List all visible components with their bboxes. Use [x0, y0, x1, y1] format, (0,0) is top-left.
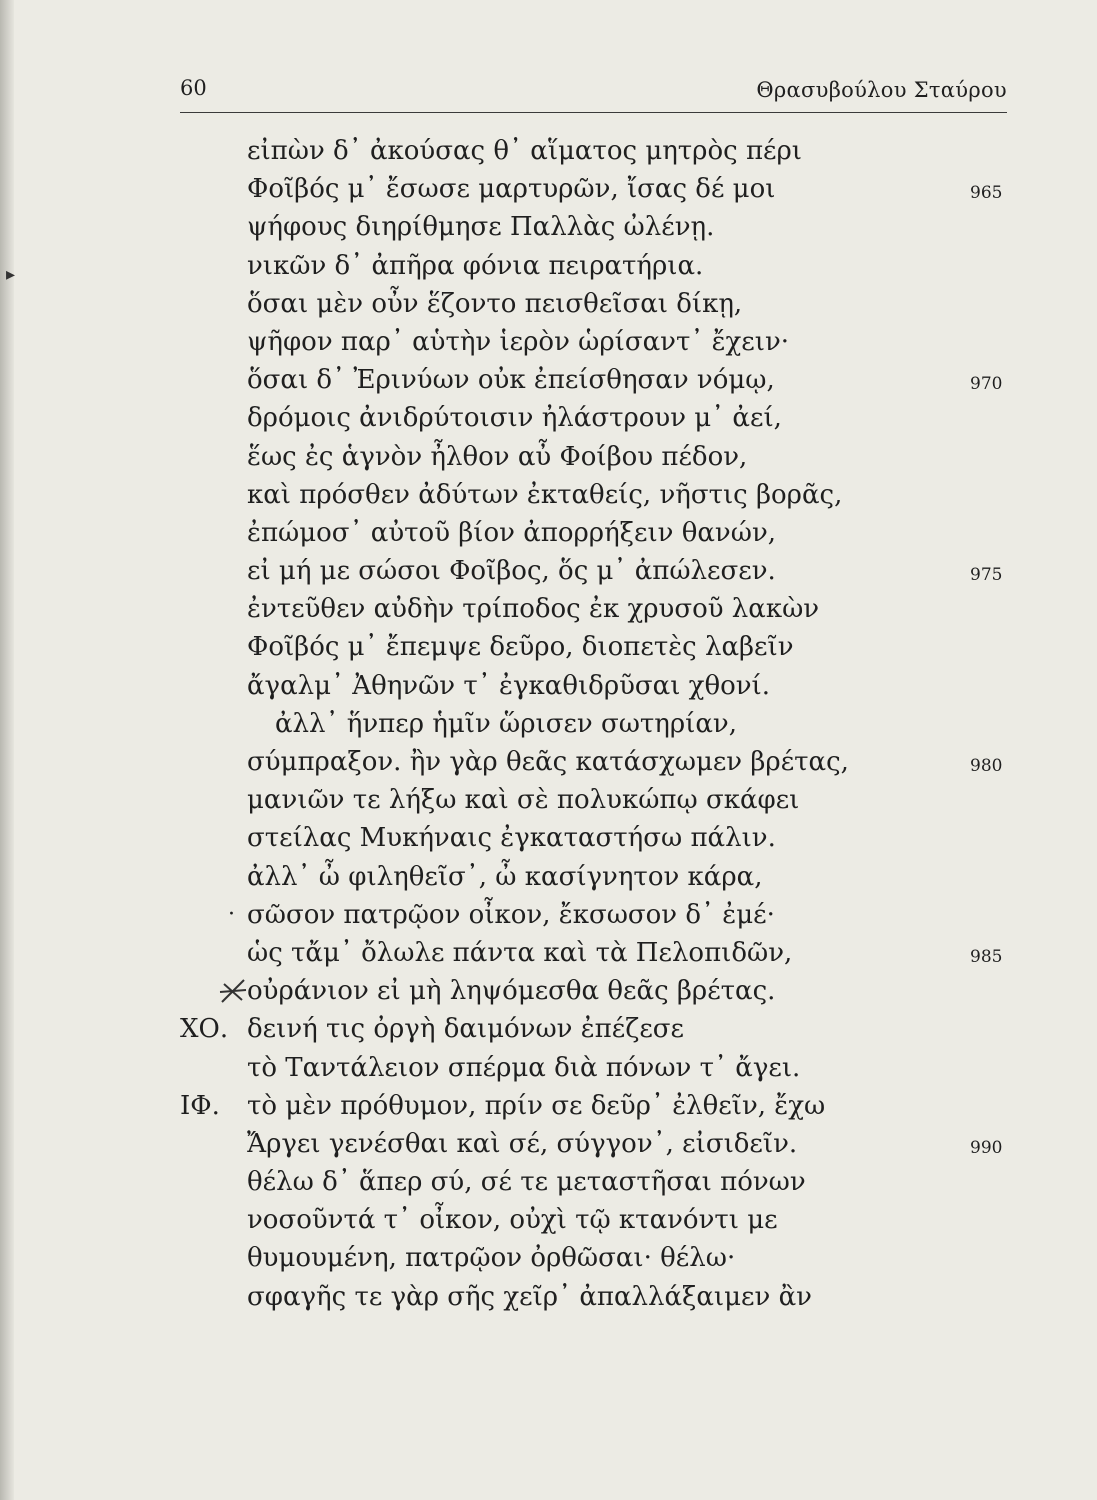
verse-text: δεινή τις ὀργὴ δαιμόνων ἐπέζεσε — [247, 1014, 685, 1045]
verse-line — [0, 361, 1097, 399]
verse-line — [0, 323, 1097, 361]
verse-text: στείλας Μυκήναις ἐγκαταστήσω πάλιν. — [247, 823, 776, 854]
margin-dot-mark: · — [228, 901, 235, 927]
verse-line — [0, 1049, 1097, 1087]
verse-line — [0, 1125, 1097, 1163]
line-number: 975 — [970, 565, 1003, 586]
verse-line — [0, 170, 1097, 208]
verse-line — [0, 1163, 1097, 1201]
verse-line — [0, 476, 1097, 514]
verse-line — [0, 552, 1097, 590]
verse-line — [0, 1201, 1097, 1239]
verse-line — [0, 1010, 1097, 1048]
verse-text: Φοῖβός μ᾽ ἔπεμψε δεῦρο, διοπετὲς λαβεῖν — [247, 632, 794, 663]
verse-text: εἰπὼν δ᾽ ἀκούσας θ᾽ αἵματος μητρὸς πέρι — [247, 136, 802, 166]
verse-line — [0, 399, 1097, 437]
verse-text: μανιῶν τε λήξω καὶ σὲ πολυκώπῳ σκάφει — [247, 785, 800, 816]
verse-line — [0, 858, 1097, 896]
verse-text: ἄγαλμ᾽ Ἀθηνῶν τ᾽ ἐγκαθιδρῦσαι χθονί. — [247, 670, 771, 701]
header-rule — [180, 112, 1007, 113]
page-header — [180, 76, 1007, 106]
verse-text: ἀλλ᾽ ἥνπερ ἡμῖν ὥρισεν σωτηρίαν, — [275, 708, 737, 739]
verse-text: νοσοῦντά τ᾽ οἶκον, οὐχὶ τῷ κτανόντι με — [247, 1205, 778, 1236]
page-number: 60 — [180, 76, 207, 100]
verse-line — [0, 667, 1097, 705]
verse-line — [0, 781, 1097, 819]
line-number: 985 — [970, 946, 1003, 967]
verse-text: ἀλλ᾽ ὦ φιληθεῖσ᾽, ὦ κασίγνητον κάρα, — [247, 861, 763, 892]
verse-text: ἕως ἐς ἁγνὸν ἦλθον αὖ Φοίβου πέδον, — [247, 441, 748, 472]
verse-text: ψῆφον παρ᾽ αὑτὴν ἱερὸν ὡρίσαντ᾽ ἔχειν· — [247, 326, 790, 357]
verse-line — [0, 208, 1097, 246]
verse-text: νικῶν δ᾽ ἀπῆρα φόνια πειρατήρια. — [247, 250, 704, 281]
verse-text: ὅσαι δ᾽ Ἐρινύων οὐκ ἐπείσθησαν νόμῳ, — [247, 365, 775, 396]
verse-line — [0, 934, 1097, 972]
verse-text: ἐπώμοσ᾽ αὐτοῦ βίον ἀπορρήξειν θανών, — [247, 517, 777, 548]
verse-line — [0, 896, 1097, 934]
line-number: 980 — [970, 756, 1003, 776]
margin-tick-mark: ▸ — [6, 264, 16, 285]
verse-text: εἰ μή με σώσοι Φοῖβος, ὅς μ᾽ ἀπώλεσεν. — [247, 556, 776, 587]
verse-text: ψήφους διηρίθμησε Παλλὰς ὠλένῃ. — [247, 212, 715, 243]
verse-text: τὸ μὲν πρόθυμον, πρίν σε δεῦρ᾽ ἐλθεῖν, ἔχω — [247, 1090, 826, 1121]
verse-line — [0, 628, 1097, 666]
verse-text: καὶ πρόσθεν ἀδύτων ἐκταθείς, νῆστις βορᾶς, — [247, 479, 843, 510]
verse-text: ὡς τἄμ᾽ ὄλωλε πάντα καὶ τὰ Πελοπιδῶν, — [247, 937, 793, 968]
speaker-label: ΙΦ. — [180, 1090, 220, 1121]
verse-line — [0, 285, 1097, 323]
verse-line — [0, 1087, 1097, 1125]
verse-text: θέλω δ᾽ ἅπερ σύ, σέ τε μεταστῆσαι πόνων — [247, 1167, 806, 1198]
verse-line — [0, 819, 1097, 857]
verse-text: Φοῖβός μ᾽ ἔσωσε μαρτυρῶν, ἴσας δέ μοι — [247, 174, 776, 205]
verse-text: ἐντεῦθεν αὐδὴν τρίποδος ἐκ χρυσοῦ λακὼν — [247, 594, 820, 625]
verse-text: τὸ Ταντάλειον σπέρμα διὰ πόνων τ᾽ ἄγει. — [247, 1052, 801, 1083]
line-number: 990 — [970, 1137, 1003, 1158]
verse-line — [0, 1239, 1097, 1277]
verse-line — [0, 132, 1097, 170]
verse-line — [0, 743, 1097, 781]
line-number: 970 — [970, 374, 1003, 395]
verse-line — [0, 514, 1097, 552]
verse-text: Ἄργει γενέσθαι καὶ σέ, σύγγον᾽, εἰσιδεῖν. — [247, 1128, 798, 1159]
verse-line — [0, 247, 1097, 285]
verse-text: οὐράνιον εἰ μὴ ληψόμεσθα θεᾶς βρέτας. — [247, 976, 776, 1007]
running-head: Θρασυβούλου Σταύρου — [756, 78, 1007, 102]
verse-text: σφαγῆς τε γὰρ σῆς χεῖρ᾽ ἀπαλλάξαιμεν ἂν — [247, 1281, 812, 1312]
verse-line — [0, 438, 1097, 476]
verse-text: σύμπραξον. ἢν γὰρ θεᾶς κατάσχωμεν βρέτας, — [247, 747, 849, 777]
verse-block — [0, 132, 1097, 1316]
verse-line — [0, 590, 1097, 628]
verse-line — [0, 1278, 1097, 1316]
line-number: 965 — [970, 183, 1003, 204]
verse-text: δρόμοις ἀνιδρύτοισιν ἠλάστρουν μ᾽ ἀεί, — [247, 403, 782, 434]
asterisk-annotation-icon — [218, 976, 248, 1006]
verse-text: ὅσαι μὲν οὖν ἕζοντο πεισθεῖσαι δίκῃ, — [247, 288, 743, 319]
verse-line — [0, 972, 1097, 1010]
verse-line — [0, 705, 1097, 743]
verse-text: θυμουμένη, πατρῷον ὀρθῶσαι· θέλω· — [247, 1243, 736, 1274]
verse-text: σῶσον πατρῷον οἶκον, ἔκσωσον δ᾽ ἐμέ· — [247, 899, 775, 930]
speaker-label: ΧΟ. — [180, 1014, 229, 1045]
